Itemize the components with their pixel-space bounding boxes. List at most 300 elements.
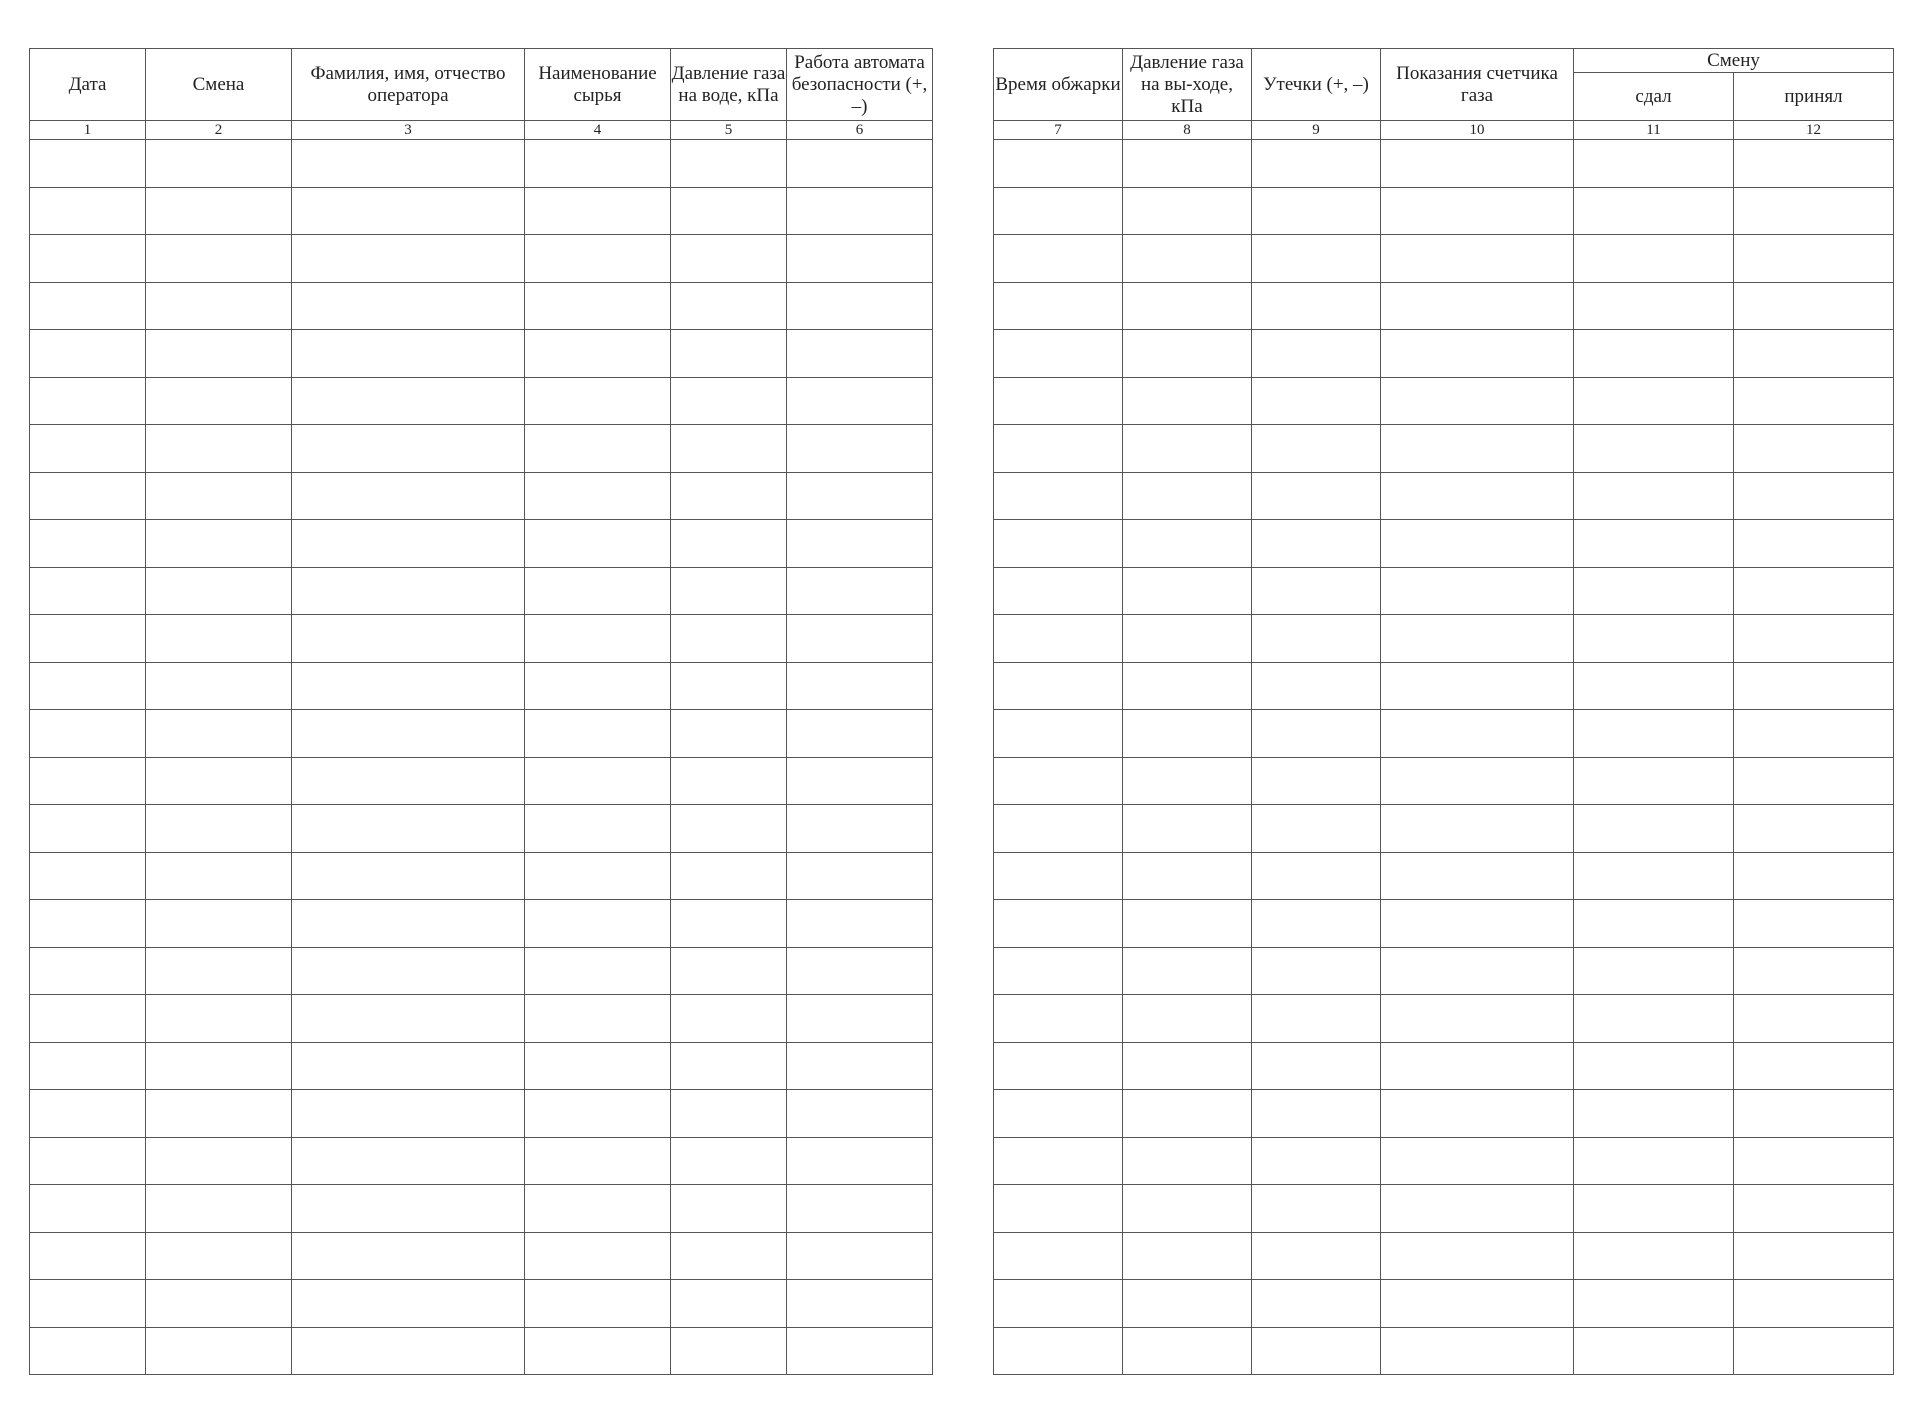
empty-cell (671, 1090, 787, 1138)
empty-cell (30, 757, 146, 805)
empty-cell (1252, 1280, 1381, 1328)
empty-cell (292, 852, 525, 900)
empty-cell (1381, 1232, 1574, 1280)
empty-cell (994, 1090, 1123, 1138)
empty-cell (787, 140, 933, 188)
empty-cell (787, 805, 933, 853)
empty-cell (1123, 282, 1252, 330)
empty-cell (525, 852, 671, 900)
empty-cell (292, 995, 525, 1043)
empty-cell (1574, 1232, 1734, 1280)
header-safety-automation: Работа автомата безопасности (+, –) (787, 49, 933, 121)
empty-cell (994, 900, 1123, 948)
empty-cell (994, 140, 1123, 188)
empty-cell (787, 187, 933, 235)
empty-cell (146, 1042, 292, 1090)
empty-cell (1734, 425, 1894, 473)
empty-cell (1381, 472, 1574, 520)
empty-cell (787, 425, 933, 473)
empty-cell (146, 425, 292, 473)
empty-cell (525, 282, 671, 330)
table-row (30, 1090, 933, 1138)
header-gas-meter-readings: Показания счетчика газа (1381, 49, 1574, 121)
table-row (30, 472, 933, 520)
empty-cell (1123, 805, 1252, 853)
empty-cell (1123, 330, 1252, 378)
table-row (994, 1232, 1894, 1280)
empty-cell (1123, 520, 1252, 568)
empty-cell (1381, 282, 1574, 330)
empty-cell (525, 1232, 671, 1280)
left-header-row (30, 49, 933, 121)
empty-cell (525, 1042, 671, 1090)
table-row (30, 1327, 933, 1375)
empty-cell (292, 1280, 525, 1328)
empty-cell (30, 1185, 146, 1233)
empty-cell (787, 615, 933, 663)
empty-cell (30, 1090, 146, 1138)
empty-cell (1574, 852, 1734, 900)
empty-cell (671, 710, 787, 758)
table-row (994, 330, 1894, 378)
empty-cell (30, 710, 146, 758)
empty-cell (292, 1327, 525, 1375)
table-row (30, 900, 933, 948)
table-row (994, 805, 1894, 853)
empty-cell (1252, 520, 1381, 568)
empty-cell (994, 1185, 1123, 1233)
empty-cell (1381, 662, 1574, 710)
empty-cell (1252, 900, 1381, 948)
empty-cell (1574, 1042, 1734, 1090)
empty-cell (994, 662, 1123, 710)
empty-cell (1574, 1280, 1734, 1328)
empty-cell (1252, 1137, 1381, 1185)
empty-cell (787, 520, 933, 568)
empty-cell (994, 947, 1123, 995)
empty-cell (787, 1137, 933, 1185)
empty-cell (787, 947, 933, 995)
empty-cell (1252, 425, 1381, 473)
table-row (994, 1137, 1894, 1185)
empty-cell (994, 710, 1123, 758)
empty-cell (787, 472, 933, 520)
empty-cell (30, 567, 146, 615)
empty-cell (1123, 662, 1252, 710)
empty-cell (787, 662, 933, 710)
column-number: 7 (994, 121, 1123, 140)
empty-cell (787, 852, 933, 900)
table-row (994, 140, 1894, 188)
empty-cell (1574, 662, 1734, 710)
empty-cell (671, 900, 787, 948)
empty-cell (671, 472, 787, 520)
empty-cell (292, 425, 525, 473)
empty-cell (292, 1042, 525, 1090)
empty-cell (292, 567, 525, 615)
empty-cell (30, 330, 146, 378)
empty-cell (146, 1137, 292, 1185)
empty-cell (994, 757, 1123, 805)
header-outlet-gas-pressure: Давление газа на вы-ходе, кПа (1123, 49, 1252, 121)
header-operator-name: Фамилия, имя, отчество оператора (292, 49, 525, 121)
empty-cell (1123, 947, 1252, 995)
empty-cell (292, 805, 525, 853)
empty-cell (525, 757, 671, 805)
left-table-body (30, 140, 933, 1375)
empty-cell (1574, 140, 1734, 188)
empty-cell (292, 615, 525, 663)
empty-cell (146, 235, 292, 283)
table-row (30, 1137, 933, 1185)
empty-cell (671, 947, 787, 995)
empty-cell (1734, 1042, 1894, 1090)
empty-cell (1123, 995, 1252, 1043)
empty-cell (146, 900, 292, 948)
empty-cell (1252, 1042, 1381, 1090)
empty-cell (1123, 187, 1252, 235)
empty-cell (1574, 282, 1734, 330)
header-roasting-time: Время обжарки (994, 49, 1123, 121)
table-row (994, 567, 1894, 615)
header-leaks: Утечки (+, –) (1252, 49, 1381, 121)
empty-cell (292, 235, 525, 283)
empty-cell (787, 995, 933, 1043)
table-row (30, 995, 933, 1043)
table-row (30, 1232, 933, 1280)
empty-cell (525, 330, 671, 378)
empty-cell (1381, 567, 1574, 615)
empty-cell (671, 520, 787, 568)
table-row (994, 425, 1894, 473)
table-row (30, 947, 933, 995)
empty-cell (1734, 140, 1894, 188)
empty-cell (30, 1327, 146, 1375)
empty-cell (787, 757, 933, 805)
empty-cell (30, 805, 146, 853)
empty-cell (30, 1137, 146, 1185)
empty-cell (1734, 1280, 1894, 1328)
empty-cell (525, 567, 671, 615)
empty-cell (1574, 187, 1734, 235)
empty-cell (994, 520, 1123, 568)
column-number: 11 (1574, 121, 1734, 140)
empty-cell (525, 615, 671, 663)
empty-cell (1574, 1137, 1734, 1185)
table-row (30, 520, 933, 568)
right-table-body (994, 140, 1894, 1375)
empty-cell (1734, 662, 1894, 710)
empty-cell (292, 330, 525, 378)
table-row (994, 757, 1894, 805)
empty-cell (525, 710, 671, 758)
empty-cell (146, 1232, 292, 1280)
table-row (994, 710, 1894, 758)
empty-cell (146, 805, 292, 853)
empty-cell (994, 235, 1123, 283)
empty-cell (1734, 330, 1894, 378)
empty-cell (994, 472, 1123, 520)
empty-cell (1381, 1327, 1574, 1375)
empty-cell (671, 1232, 787, 1280)
empty-cell (1123, 377, 1252, 425)
empty-cell (1381, 900, 1574, 948)
empty-cell (1574, 995, 1734, 1043)
right-header-row (994, 49, 1894, 73)
empty-cell (146, 1327, 292, 1375)
empty-cell (1734, 1232, 1894, 1280)
empty-cell (1381, 757, 1574, 805)
empty-cell (1381, 1185, 1574, 1233)
empty-cell (671, 615, 787, 663)
table-row (30, 235, 933, 283)
column-number: 5 (671, 121, 787, 140)
empty-cell (292, 1137, 525, 1185)
empty-cell (30, 472, 146, 520)
empty-cell (671, 187, 787, 235)
empty-cell (1123, 757, 1252, 805)
empty-cell (525, 900, 671, 948)
empty-cell (30, 235, 146, 283)
empty-cell (30, 900, 146, 948)
empty-cell (1381, 425, 1574, 473)
column-number: 3 (292, 121, 525, 140)
empty-cell (787, 1090, 933, 1138)
column-number: 10 (1381, 121, 1574, 140)
empty-cell (671, 1042, 787, 1090)
table-row (994, 662, 1894, 710)
empty-cell (1734, 710, 1894, 758)
empty-cell (787, 377, 933, 425)
empty-cell (30, 662, 146, 710)
empty-cell (292, 1090, 525, 1138)
empty-cell (994, 187, 1123, 235)
empty-cell (1734, 1090, 1894, 1138)
empty-cell (1734, 1185, 1894, 1233)
table-row (30, 710, 933, 758)
empty-cell (994, 1327, 1123, 1375)
empty-cell (671, 1185, 787, 1233)
empty-cell (1252, 567, 1381, 615)
column-number: 1 (30, 121, 146, 140)
empty-cell (292, 757, 525, 805)
empty-cell (1252, 710, 1381, 758)
empty-cell (146, 1280, 292, 1328)
empty-cell (787, 1280, 933, 1328)
empty-cell (1734, 472, 1894, 520)
empty-cell (1734, 567, 1894, 615)
empty-cell (994, 567, 1123, 615)
empty-cell (1734, 282, 1894, 330)
empty-cell (146, 662, 292, 710)
empty-cell (30, 1042, 146, 1090)
table-row (30, 425, 933, 473)
empty-cell (1574, 567, 1734, 615)
empty-cell (1734, 900, 1894, 948)
empty-cell (1252, 1185, 1381, 1233)
empty-cell (1734, 947, 1894, 995)
empty-cell (1252, 1327, 1381, 1375)
empty-cell (787, 710, 933, 758)
empty-cell (1734, 235, 1894, 283)
empty-cell (30, 995, 146, 1043)
table-row (30, 615, 933, 663)
header-raw-material: Наименование сырья (525, 49, 671, 121)
empty-cell (1123, 140, 1252, 188)
table-row (994, 1327, 1894, 1375)
empty-cell (1123, 1232, 1252, 1280)
empty-cell (30, 852, 146, 900)
empty-cell (1252, 140, 1381, 188)
empty-cell (1252, 1232, 1381, 1280)
empty-cell (292, 662, 525, 710)
empty-cell (146, 567, 292, 615)
table-row (994, 187, 1894, 235)
empty-cell (1381, 520, 1574, 568)
empty-cell (1381, 1137, 1574, 1185)
empty-cell (1123, 1280, 1252, 1328)
table-row (30, 757, 933, 805)
empty-cell (1252, 187, 1381, 235)
empty-cell (1252, 377, 1381, 425)
empty-cell (1574, 520, 1734, 568)
empty-cell (1252, 805, 1381, 853)
empty-cell (1252, 235, 1381, 283)
column-number: 4 (525, 121, 671, 140)
empty-cell (1123, 472, 1252, 520)
empty-cell (994, 805, 1123, 853)
table-row (994, 1185, 1894, 1233)
empty-cell (994, 282, 1123, 330)
empty-cell (1574, 1185, 1734, 1233)
empty-cell (1381, 187, 1574, 235)
empty-cell (1574, 1327, 1734, 1375)
table-row (30, 852, 933, 900)
table-row (994, 615, 1894, 663)
header-date: Дата (30, 49, 146, 121)
header-shift-group: Смену (1574, 49, 1894, 73)
empty-cell (1734, 520, 1894, 568)
empty-cell (671, 377, 787, 425)
empty-cell (292, 140, 525, 188)
empty-cell (1123, 1137, 1252, 1185)
empty-cell (1252, 330, 1381, 378)
empty-cell (994, 377, 1123, 425)
table-row (30, 187, 933, 235)
empty-cell (525, 1327, 671, 1375)
empty-cell (292, 377, 525, 425)
table-row (994, 377, 1894, 425)
empty-cell (1574, 900, 1734, 948)
table-row (30, 377, 933, 425)
empty-cell (1123, 235, 1252, 283)
empty-cell (787, 235, 933, 283)
table-row (994, 472, 1894, 520)
left-log-table (29, 48, 933, 1375)
table-row (994, 1280, 1894, 1328)
header-accepted: принял (1734, 73, 1894, 121)
empty-cell (671, 282, 787, 330)
empty-cell (1123, 1185, 1252, 1233)
empty-cell (1574, 1090, 1734, 1138)
table-row (994, 995, 1894, 1043)
empty-cell (1381, 1090, 1574, 1138)
empty-cell (787, 1232, 933, 1280)
empty-cell (525, 662, 671, 710)
column-number: 9 (1252, 121, 1381, 140)
empty-cell (1123, 852, 1252, 900)
empty-cell (787, 567, 933, 615)
empty-cell (146, 187, 292, 235)
empty-cell (525, 377, 671, 425)
empty-cell (1381, 995, 1574, 1043)
table-row (30, 1042, 933, 1090)
empty-cell (30, 520, 146, 568)
table-row (994, 852, 1894, 900)
empty-cell (525, 1137, 671, 1185)
empty-cell (292, 947, 525, 995)
empty-cell (146, 995, 292, 1043)
empty-cell (1574, 757, 1734, 805)
empty-cell (994, 1042, 1123, 1090)
table-row (30, 140, 933, 188)
empty-cell (146, 330, 292, 378)
table-row (994, 282, 1894, 330)
table-row (994, 235, 1894, 283)
empty-cell (994, 995, 1123, 1043)
empty-cell (525, 805, 671, 853)
empty-cell (1574, 710, 1734, 758)
empty-cell (1574, 947, 1734, 995)
empty-cell (146, 1185, 292, 1233)
empty-cell (146, 615, 292, 663)
empty-cell (525, 520, 671, 568)
empty-cell (30, 377, 146, 425)
empty-cell (787, 282, 933, 330)
empty-cell (1381, 235, 1574, 283)
empty-cell (1252, 852, 1381, 900)
empty-cell (1123, 567, 1252, 615)
empty-cell (146, 472, 292, 520)
empty-cell (1381, 1042, 1574, 1090)
empty-cell (146, 520, 292, 568)
empty-cell (146, 710, 292, 758)
empty-cell (1123, 1327, 1252, 1375)
empty-cell (1734, 805, 1894, 853)
empty-cell (1574, 377, 1734, 425)
empty-cell (1123, 1042, 1252, 1090)
empty-cell (1734, 1137, 1894, 1185)
empty-cell (30, 425, 146, 473)
column-number: 6 (787, 121, 933, 140)
empty-cell (1734, 377, 1894, 425)
empty-cell (671, 1280, 787, 1328)
empty-cell (146, 757, 292, 805)
header-handed-over: сдал (1574, 73, 1734, 121)
table-row (994, 1042, 1894, 1090)
empty-cell (292, 187, 525, 235)
empty-cell (671, 662, 787, 710)
empty-cell (30, 187, 146, 235)
empty-cell (30, 282, 146, 330)
table-row (30, 1185, 933, 1233)
empty-cell (787, 900, 933, 948)
empty-cell (1252, 995, 1381, 1043)
empty-cell (1574, 805, 1734, 853)
empty-cell (525, 425, 671, 473)
empty-cell (994, 615, 1123, 663)
table-row (994, 947, 1894, 995)
